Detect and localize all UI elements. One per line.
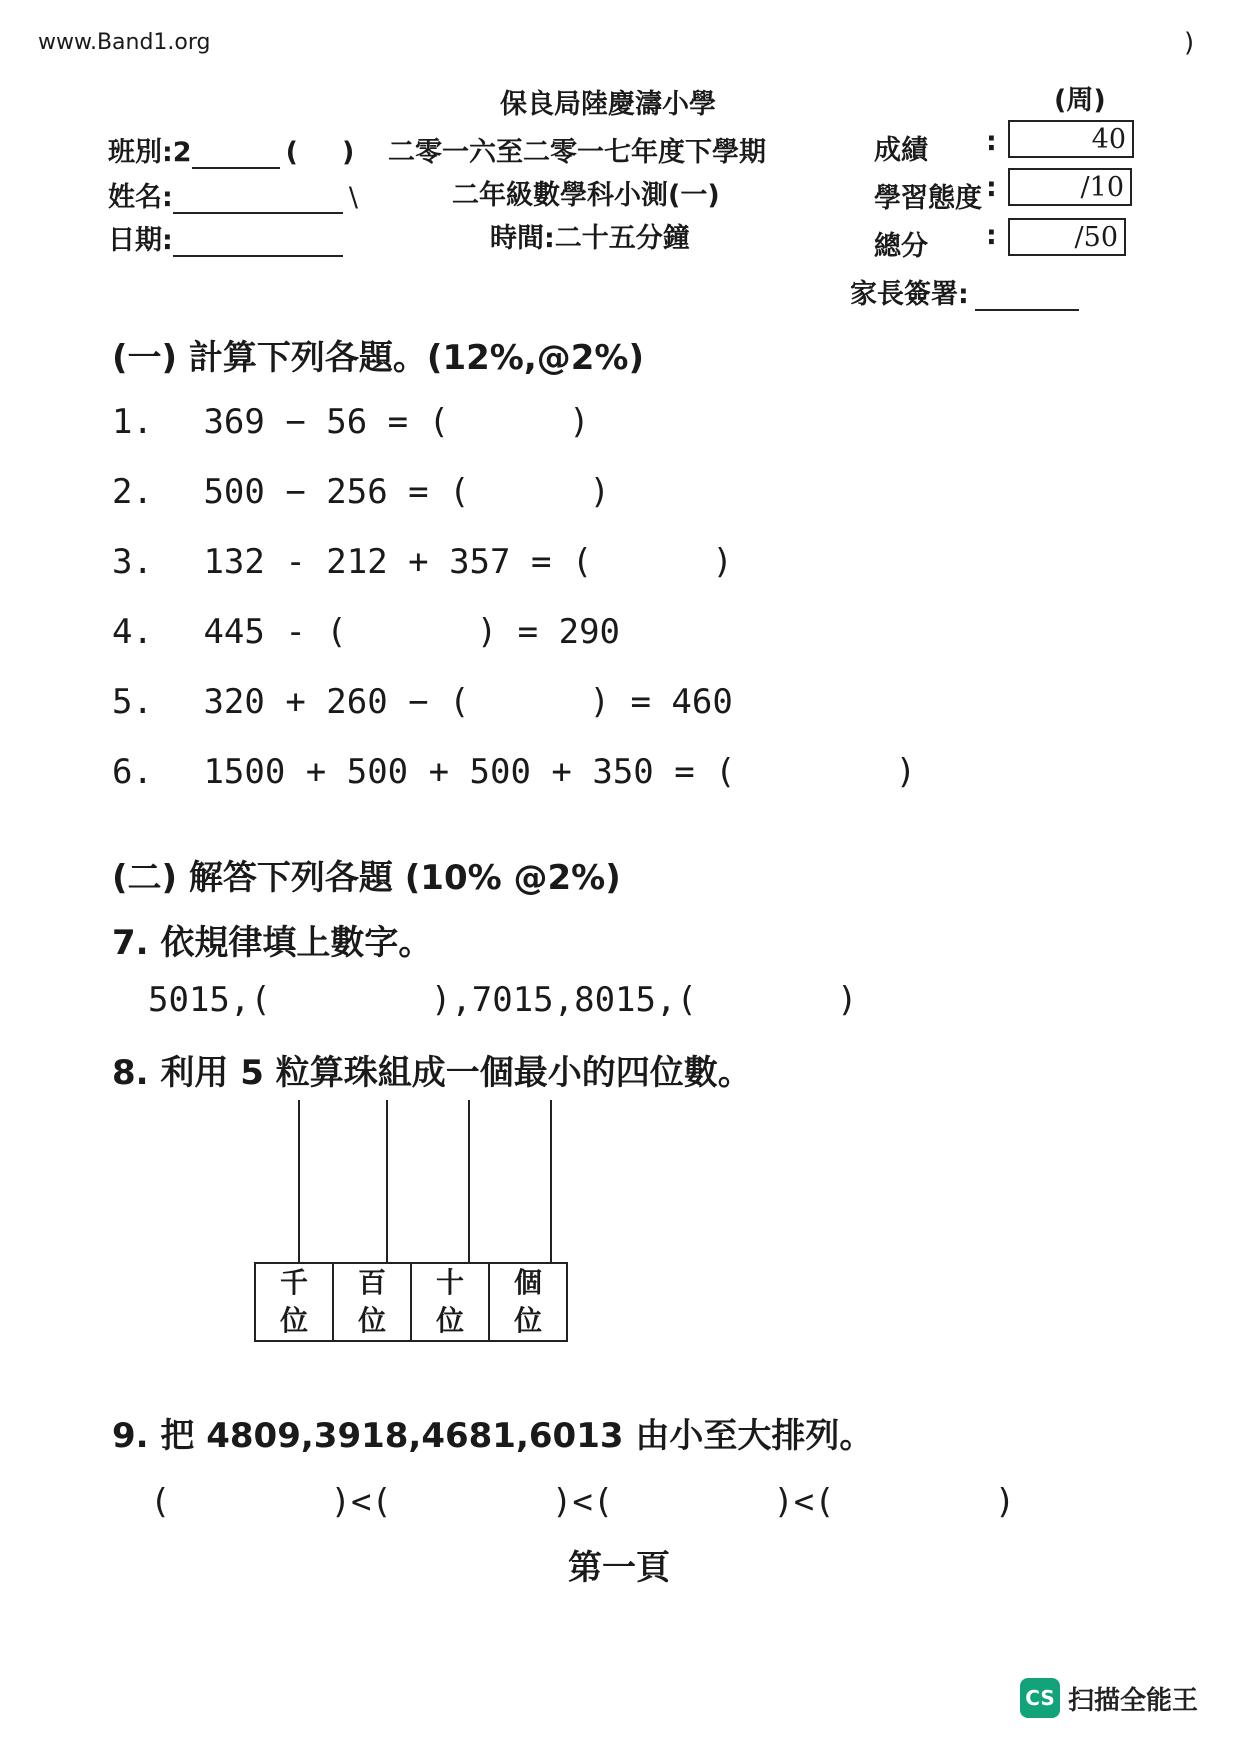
- place-tens: [411, 1263, 489, 1341]
- place-thousands-top: 千: [279, 1266, 308, 1299]
- school-name: 保良局陸慶濤小學: [500, 89, 716, 120]
- class-label-text: 班別:2: [108, 137, 192, 168]
- parent-sign-text: 家長簽署:: [850, 279, 969, 310]
- total-box: /50: [1008, 218, 1126, 256]
- q2-close: ): [589, 472, 611, 512]
- q4-num: 4.: [112, 612, 153, 652]
- score-label: 成績: [874, 135, 928, 166]
- class-paren-open: (: [285, 137, 298, 168]
- question-1: [112, 402, 590, 442]
- week-label: (周): [1054, 85, 1106, 116]
- camscanner-name: 扫描全能王: [1068, 1685, 1199, 1716]
- section2-title: (二) 解答下列各題 (10% @2%): [112, 858, 621, 898]
- q6-num: 6.: [112, 752, 153, 792]
- q5-num: 5.: [112, 682, 153, 722]
- q6-expr: 1500 + 500 + 500 + 350 = (: [203, 752, 736, 792]
- abacus-rod-tens: [468, 1100, 470, 1262]
- parent-sign-label: [850, 272, 1079, 311]
- q4-close: ) = 290: [476, 612, 621, 652]
- date-label-text: 日期:: [108, 225, 173, 256]
- place-hundreds: [333, 1263, 411, 1341]
- place-ones-bottom: 位: [513, 1304, 542, 1337]
- question-7-sequence: [148, 980, 857, 1020]
- q3-num: 3.: [112, 542, 153, 582]
- place-hundreds-top: 百: [357, 1266, 386, 1299]
- watermark-text: www.Band1.org: [38, 30, 211, 55]
- attitude-colon: :: [986, 172, 997, 203]
- q2-expr: 500 − 256 = (: [203, 472, 470, 512]
- name-tick: \: [348, 182, 358, 213]
- place-ones-top: 個: [513, 1266, 542, 1299]
- total-colon: :: [986, 220, 997, 251]
- attitude-label: 學習態度: [874, 183, 982, 214]
- section1-title: (一) 計算下列各題。(12%,@2%): [112, 338, 645, 378]
- abacus-rod-hundreds: [386, 1100, 388, 1262]
- page-number: 第一頁: [568, 1548, 670, 1588]
- place-hundreds-bottom: 位: [357, 1304, 386, 1337]
- subject-title: 二年級數學科小測(一): [452, 180, 720, 211]
- place-thousands: [255, 1263, 333, 1341]
- attitude-box: /10: [1008, 168, 1132, 206]
- q2-num: 2.: [112, 472, 153, 512]
- score-box: 40: [1008, 120, 1134, 158]
- q9-p3: )<(: [551, 1482, 614, 1522]
- abacus-rod-thousands: [298, 1100, 300, 1262]
- term-title: 二零一六至二零一七年度下學期: [388, 137, 766, 168]
- corner-paren: ): [1184, 28, 1195, 58]
- parent-sign-blank: [975, 285, 1079, 311]
- q6-close: ): [895, 752, 917, 792]
- question-9-order: [150, 1482, 1015, 1522]
- name-label-text: 姓名:: [108, 182, 173, 213]
- q7-seq-end: ): [836, 980, 858, 1020]
- date-label: [108, 218, 343, 257]
- question-5: [112, 682, 733, 722]
- q4-expr: 445 - (: [203, 612, 347, 652]
- class-blank: [192, 143, 280, 169]
- q5-close: ) = 460: [589, 682, 733, 722]
- question-2: [112, 472, 610, 512]
- q9-p1: (: [150, 1482, 171, 1522]
- total-label: 總分: [874, 231, 928, 262]
- q1-num: 1.: [112, 402, 153, 442]
- question-8-text: 8. 利用 5 粒算珠組成一個最小的四位數。: [112, 1053, 752, 1093]
- place-value-table: [254, 1262, 568, 1342]
- question-9-text: 9. 把 4809,3918,4681,6013 由小至大排列。: [112, 1416, 874, 1456]
- q9-p2: )<(: [330, 1482, 392, 1522]
- camscanner-watermark: [1020, 1678, 1198, 1718]
- q3-close: ): [712, 542, 733, 582]
- place-ones: [489, 1263, 567, 1341]
- name-label: [108, 175, 358, 214]
- q7-seq-start: 5015,(: [148, 980, 271, 1020]
- score-colon: :: [986, 126, 997, 157]
- question-3: [112, 542, 733, 582]
- q1-expr: 369 − 56 = (: [203, 402, 450, 442]
- name-blank: [173, 188, 343, 214]
- place-thousands-bottom: 位: [279, 1304, 308, 1337]
- q5-expr: 320 + 260 − (: [203, 682, 470, 722]
- q1-close: ): [569, 402, 590, 442]
- q9-p4: )<(: [773, 1482, 835, 1522]
- question-7-text: 7. 依規律填上數字。: [112, 923, 433, 963]
- camscanner-logo-icon: CS: [1020, 1678, 1060, 1718]
- class-paren-close: ): [341, 137, 355, 168]
- place-tens-top: 十: [435, 1266, 464, 1299]
- time-label: 時間:二十五分鐘: [490, 223, 690, 254]
- place-tens-bottom: 位: [435, 1304, 464, 1337]
- q3-expr: 132 - 212 + 357 = (: [203, 542, 593, 582]
- class-label: [108, 130, 354, 169]
- question-6: [112, 752, 916, 792]
- date-blank: [173, 231, 343, 257]
- q9-p5: ): [994, 1482, 1016, 1522]
- question-4: [112, 612, 620, 652]
- abacus-rod-ones: [550, 1100, 552, 1262]
- q7-seq-mid: ),7015,8015,(: [430, 980, 697, 1020]
